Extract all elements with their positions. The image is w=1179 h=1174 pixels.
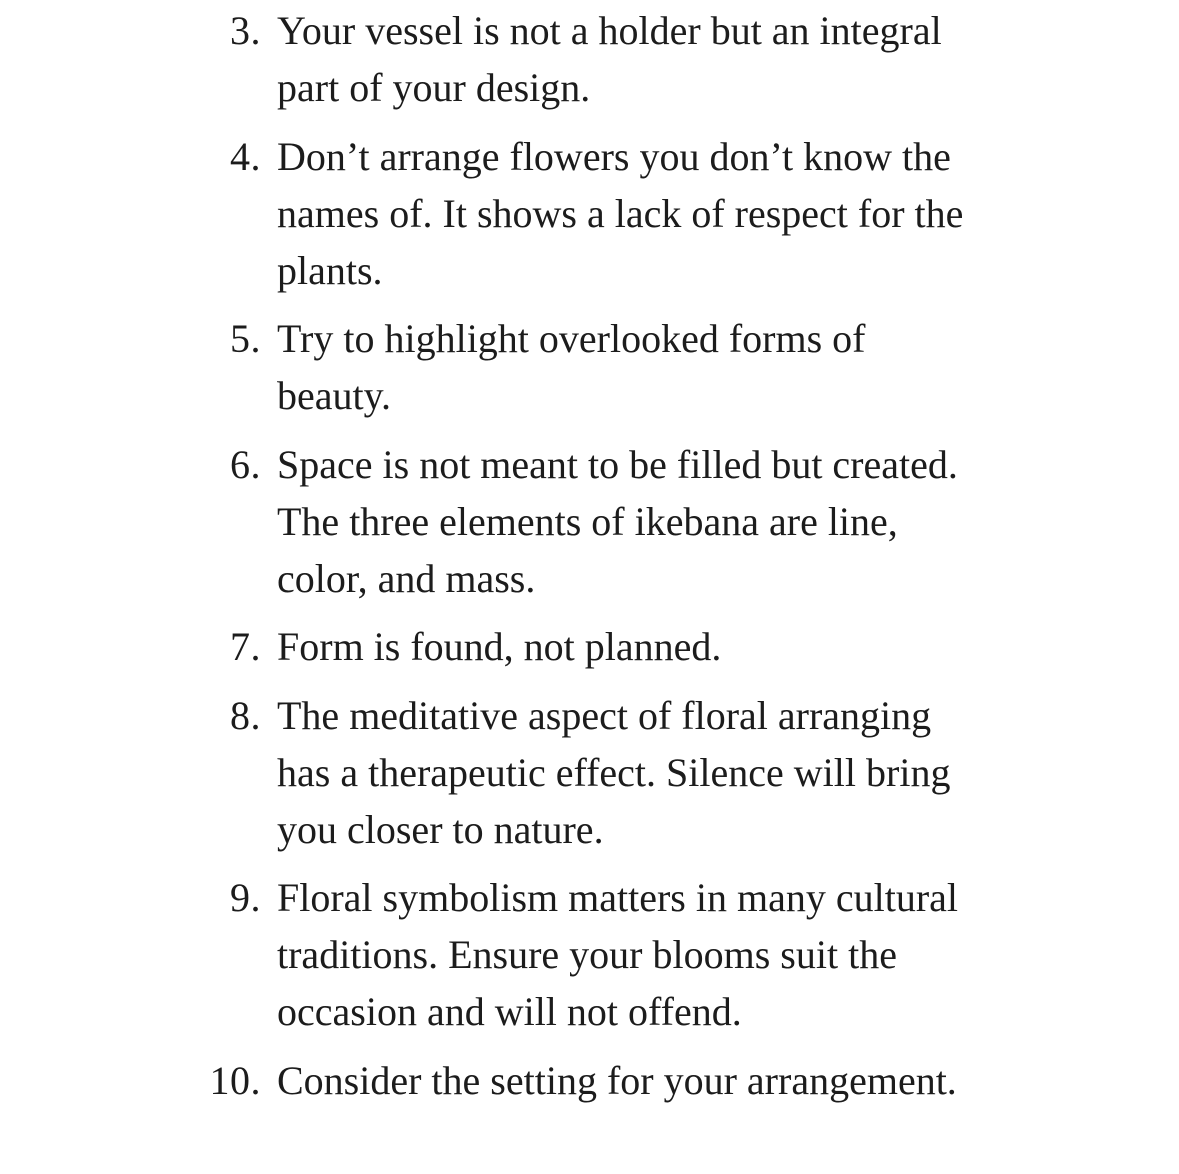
item-number: 10.	[209, 1058, 261, 1103]
item-text: Your vessel is not a holder but an integral part of your design.	[277, 8, 942, 110]
item-number: 4.	[230, 134, 261, 179]
item-text: Space is not meant to be filled but created. The three elements of ikebana are line, color, and mass.	[277, 442, 958, 601]
item-text: Consider the setting for your arrangement.	[277, 1058, 957, 1103]
item-text: Try to highlight overlooked forms of beauty.	[277, 316, 866, 418]
item-text: Form is found, not planned.	[277, 624, 722, 669]
item-text: The meditative aspect of floral arranging has a therapeutic effect. Silence will bring you closer to nature.	[277, 693, 951, 852]
item-number: 3.	[230, 8, 261, 53]
item-number: 9.	[230, 875, 261, 920]
item-text: Don’t arrange flowers you don’t know the names of. It shows a lack of respect for the plants.	[277, 134, 964, 293]
item-number: 8.	[230, 693, 261, 738]
item-text: Floral symbolism matters in many cultural traditions. Ensure your blooms suit the occasion and will not offend.	[277, 875, 959, 1034]
item-number: 5.	[230, 316, 261, 361]
item-number: 6.	[230, 442, 261, 487]
item-number: 7.	[230, 624, 261, 669]
